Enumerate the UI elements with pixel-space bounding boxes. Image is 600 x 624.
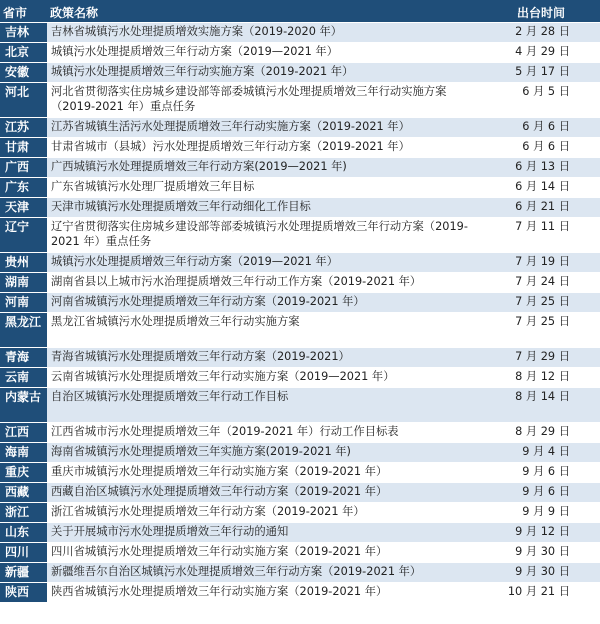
policy-name-cell: 广西城镇污水处理提质增效三年行动方案(2019—2021 年) bbox=[47, 158, 482, 178]
release-date-cell: 9 月 6 日 bbox=[482, 463, 600, 483]
province-cell: 河南 bbox=[0, 293, 47, 313]
province-cell: 吉林 bbox=[0, 23, 47, 43]
table-row bbox=[0, 503, 600, 523]
table-row bbox=[0, 118, 600, 138]
table-row bbox=[0, 198, 600, 218]
table-body bbox=[0, 23, 600, 603]
policy-name-cell: 广东省城镇污水处理厂提质增效三年目标 bbox=[47, 178, 482, 198]
release-date-cell: 4 月 29 日 bbox=[482, 43, 600, 63]
release-date-cell: 8 月 29 日 bbox=[482, 423, 600, 443]
table-row bbox=[0, 313, 600, 348]
province-cell: 江西 bbox=[0, 423, 47, 443]
release-date-cell: 6 月 14 日 bbox=[482, 178, 600, 198]
province-cell: 安徽 bbox=[0, 63, 47, 83]
table-row bbox=[0, 23, 600, 43]
policy-name-cell: 四川省城镇污水处理提质增效三年行动实施方案（2019-2021 年） bbox=[47, 543, 482, 563]
province-cell: 甘肃 bbox=[0, 138, 47, 158]
release-date-cell: 7 月 25 日 bbox=[482, 293, 600, 313]
release-date-cell: 10 月 21 日 bbox=[482, 583, 600, 603]
policy-name-cell: 城镇污水处理提质增效三年行动方案（2019—2021 年） bbox=[47, 253, 482, 273]
province-cell: 天津 bbox=[0, 198, 47, 218]
release-date-cell: 2 月 28 日 bbox=[482, 23, 600, 43]
release-date-cell: 6 月 21 日 bbox=[482, 198, 600, 218]
table-row bbox=[0, 543, 600, 563]
table-row bbox=[0, 253, 600, 273]
release-date-cell: 8 月 12 日 bbox=[482, 368, 600, 388]
policy-name-cell: 青海省城镇污水处理提质增效三年行动方案（2019-2021） bbox=[47, 348, 482, 368]
policy-name-cell: 海南省城镇污水处理提质增效三年实施方案(2019-2021 年) bbox=[47, 443, 482, 463]
table-row bbox=[0, 63, 600, 83]
table-row bbox=[0, 178, 600, 198]
table-row bbox=[0, 583, 600, 603]
policy-name-cell: 重庆市城镇污水处理提质增效三年行动实施方案（2019-2021 年） bbox=[47, 463, 482, 483]
province-cell: 广东 bbox=[0, 178, 47, 198]
province-cell: 四川 bbox=[0, 543, 47, 563]
province-cell: 河北 bbox=[0, 83, 47, 118]
table-row bbox=[0, 293, 600, 313]
release-date-cell: 9 月 30 日 bbox=[482, 563, 600, 583]
policy-name-cell: 新疆维吾尔自治区城镇污水处理提质增效三年行动方案（2019-2021 年） bbox=[47, 563, 482, 583]
table-row bbox=[0, 483, 600, 503]
province-cell: 浙江 bbox=[0, 503, 47, 523]
release-date-cell: 9 月 12 日 bbox=[482, 523, 600, 543]
policy-name-cell: 陕西省城镇污水处理提质增效三年行动实施方案（2019-2021 年） bbox=[47, 583, 482, 603]
province-cell: 山东 bbox=[0, 523, 47, 543]
release-date-cell: 5 月 17 日 bbox=[482, 63, 600, 83]
policy-name-cell: 自治区城镇污水处理提质增效三年行动工作目标 bbox=[47, 388, 482, 423]
policy-name-cell: 云南省城镇污水处理提质增效三年行动实施方案（2019—2021 年） bbox=[47, 368, 482, 388]
province-cell: 辽宁 bbox=[0, 218, 47, 253]
header-release-time: 出台时间 bbox=[482, 1, 600, 23]
province-cell: 北京 bbox=[0, 43, 47, 63]
province-cell: 湖南 bbox=[0, 273, 47, 293]
policy-name-cell: 辽宁省贯彻落实住房城乡建设部等部委城镇污水处理提质增效三年行动方案（2019-2021 年）重点任务 bbox=[47, 218, 482, 253]
release-date-cell: 7 月 25 日 bbox=[482, 313, 600, 348]
table-row bbox=[0, 368, 600, 388]
table-row bbox=[0, 423, 600, 443]
province-cell: 贵州 bbox=[0, 253, 47, 273]
province-cell: 青海 bbox=[0, 348, 47, 368]
province-cell: 陕西 bbox=[0, 583, 47, 603]
header-province: 省市 bbox=[0, 1, 47, 23]
header-policy-name: 政策名称 bbox=[47, 1, 482, 23]
table-row bbox=[0, 83, 600, 118]
policy-name-cell: 黑龙江省城镇污水处理提质增效三年行动实施方案 bbox=[47, 313, 482, 348]
policy-name-cell: 浙江省城镇污水处理提质增效三年行动方案（2019-2021 年） bbox=[47, 503, 482, 523]
table-row bbox=[0, 388, 600, 423]
policy-name-cell: 河北省贯彻落实住房城乡建设部等部委城镇污水处理提质增效三年行动实施方案（2019-2021 年）重点任务 bbox=[47, 83, 482, 118]
release-date-cell: 7 月 24 日 bbox=[482, 273, 600, 293]
table-row bbox=[0, 43, 600, 63]
policy-name-cell: 湖南省县以上城市污水治理提质增效三年行动工作方案（2019-2021 年） bbox=[47, 273, 482, 293]
table-row bbox=[0, 463, 600, 483]
table-row bbox=[0, 218, 600, 253]
policy-name-cell: 江苏省城镇生活污水处理提质增效三年行动实施方案（2019-2021 年） bbox=[47, 118, 482, 138]
province-cell: 新疆 bbox=[0, 563, 47, 583]
province-cell: 重庆 bbox=[0, 463, 47, 483]
release-date-cell: 9 月 9 日 bbox=[482, 503, 600, 523]
province-cell: 黑龙江 bbox=[0, 313, 47, 348]
policy-name-cell: 关于开展城市污水处理提质增效三年行动的通知 bbox=[47, 523, 482, 543]
province-cell: 江苏 bbox=[0, 118, 47, 138]
province-cell: 云南 bbox=[0, 368, 47, 388]
table-header bbox=[0, 1, 600, 23]
table-row bbox=[0, 158, 600, 178]
province-cell: 海南 bbox=[0, 443, 47, 463]
release-date-cell: 7 月 29 日 bbox=[482, 348, 600, 368]
release-date-cell: 6 月 5 日 bbox=[482, 83, 600, 118]
policy-name-cell: 城镇污水处理提质增效三年行动方案（2019—2021 年） bbox=[47, 43, 482, 63]
table-row bbox=[0, 273, 600, 293]
policy-name-cell: 吉林省城镇污水处理提质增效实施方案（2019-2020 年） bbox=[47, 23, 482, 43]
policy-name-cell: 天津市城镇污水处理提质增效三年行动细化工作目标 bbox=[47, 198, 482, 218]
release-date-cell: 6 月 13 日 bbox=[482, 158, 600, 178]
province-cell: 西藏 bbox=[0, 483, 47, 503]
release-date-cell: 7 月 11 日 bbox=[482, 218, 600, 253]
release-date-cell: 9 月 4 日 bbox=[482, 443, 600, 463]
policy-name-cell: 城镇污水处理提质增效三年行动实施方案（2019-2021 年） bbox=[47, 63, 482, 83]
table-row bbox=[0, 563, 600, 583]
release-date-cell: 6 月 6 日 bbox=[482, 118, 600, 138]
release-date-cell: 6 月 6 日 bbox=[482, 138, 600, 158]
policy-name-cell: 河南省城镇污水处理提质增效三年行动方案（2019-2021 年） bbox=[47, 293, 482, 313]
release-date-cell: 9 月 30 日 bbox=[482, 543, 600, 563]
release-date-cell: 8 月 14 日 bbox=[482, 388, 600, 423]
release-date-cell: 7 月 19 日 bbox=[482, 253, 600, 273]
province-cell: 内蒙古 bbox=[0, 388, 47, 423]
policy-name-cell: 江西省城市污水处理提质增效三年（2019-2021 年）行动工作目标表 bbox=[47, 423, 482, 443]
table-row bbox=[0, 138, 600, 158]
policy-name-cell: 西藏自治区城镇污水处理提质增效三年行动方案（2019-2021 年） bbox=[47, 483, 482, 503]
release-date-cell: 9 月 6 日 bbox=[482, 483, 600, 503]
province-cell: 广西 bbox=[0, 158, 47, 178]
policy-name-cell: 甘肃省城市（县城）污水处理提质增效三年行动方案（2019-2021 年） bbox=[47, 138, 482, 158]
table-row bbox=[0, 523, 600, 543]
table-row bbox=[0, 348, 600, 368]
table-row bbox=[0, 443, 600, 463]
